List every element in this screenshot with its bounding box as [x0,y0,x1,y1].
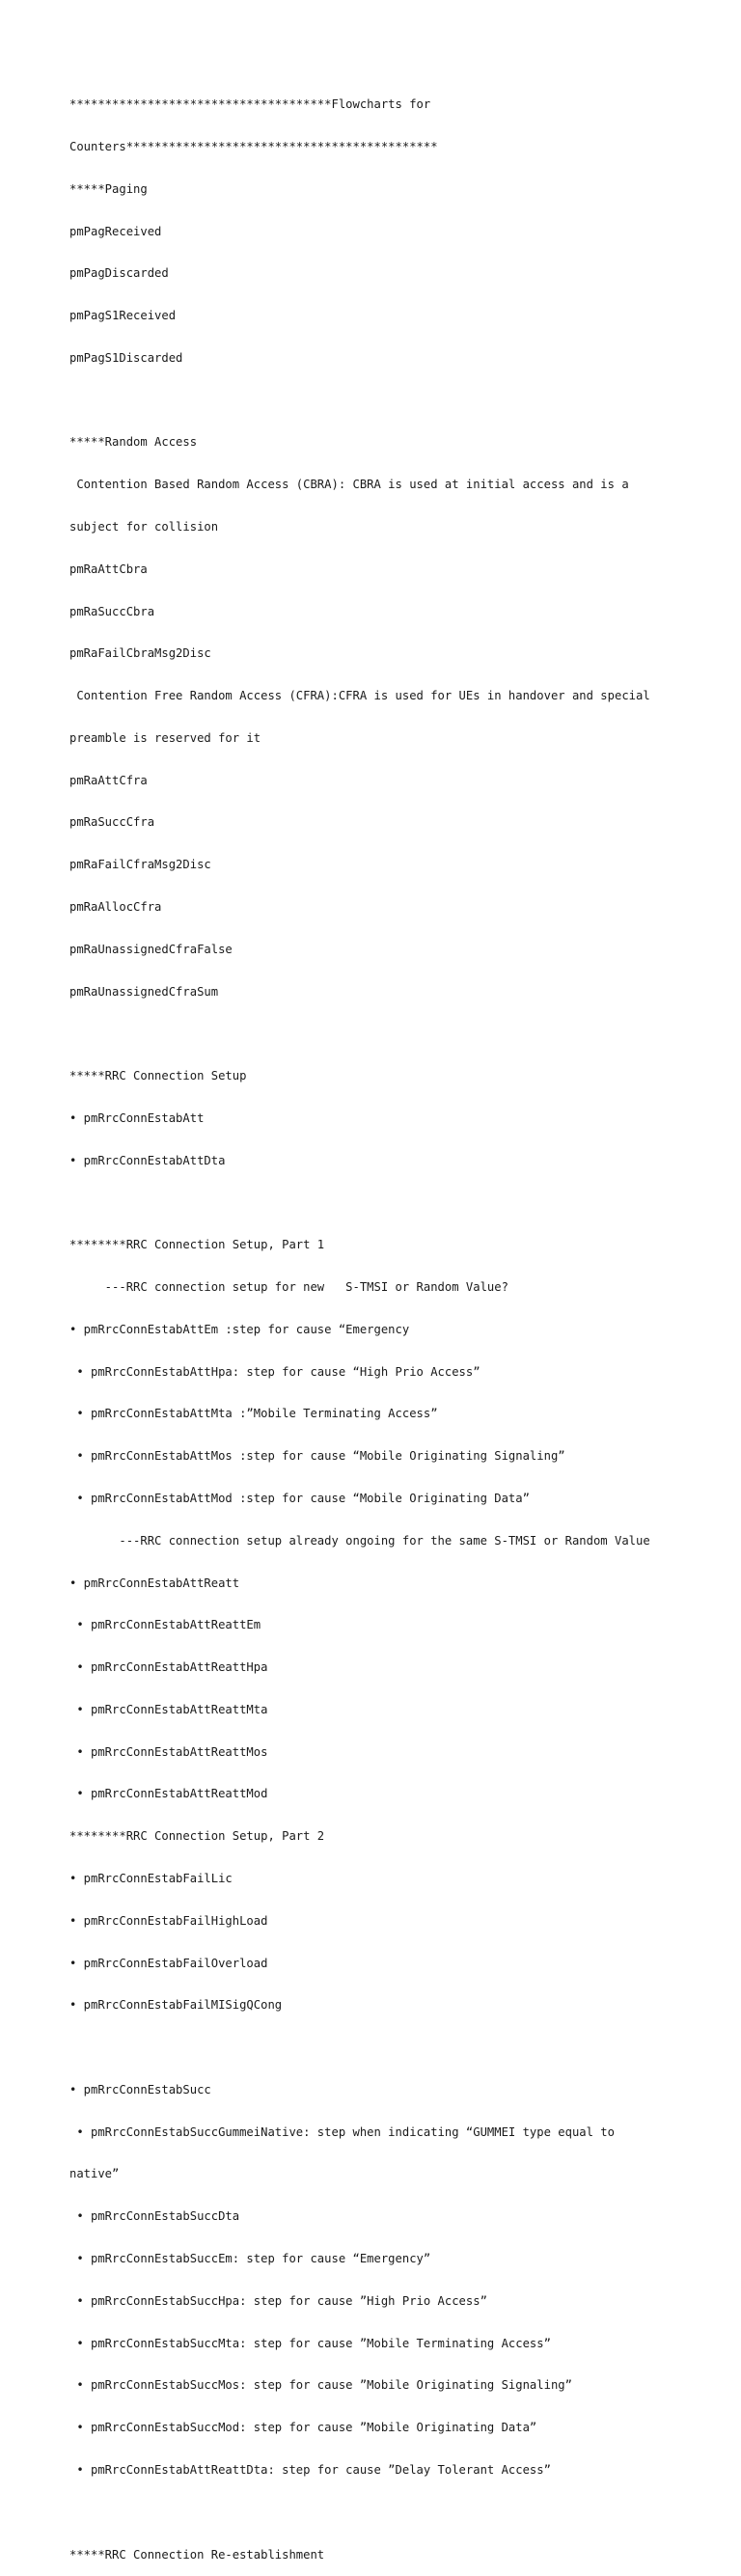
doc-line: • pmRrcConnEstabSuccDta [69,2209,240,2224]
doc-line: • pmRrcConnEstabFailHighLoad [69,1913,268,1928]
doc-line: • pmRrcConnEstabAttReattDta: step for cause ”Delay Tolerant Access” [69,2462,551,2477]
doc-line: • pmRrcConnEstabFailMISigQCong [69,1998,283,2013]
doc-line [69,1196,726,1211]
doc-line: ---RRC connection setup for new S-TMSI or Random Value? [69,1280,508,1295]
doc-line: • pmRrcConnEstabSuccMod: step for cause ”Mobile Originating Data” [69,2421,537,2435]
doc-line: pmPagDiscarded [69,266,169,281]
doc-line: Contention Free Random Access (CFRA):CFRA is used for UEs in handover and special [69,689,650,703]
doc-line: *****RRC Connection Re-establishment [69,2547,325,2562]
doc-line: pmRaFailCfraMsg2Disc [69,858,211,872]
doc-line: ********RRC Connection Setup, Part 1 [69,1238,325,1252]
doc-line: Contention Based Random Access (CBRA): CBRA is used at initial access and is a [69,478,629,492]
doc-line: • pmRrcConnEstabAttReattMod [69,1787,268,1801]
doc-line: pmPagReceived [69,224,162,238]
doc-line: native” [69,2167,120,2181]
doc-line: • pmRrcConnEstabAttReatt [69,1576,240,1590]
doc-line: *************************************Flowcharts for [69,97,431,112]
doc-line: *****Random Access [69,435,198,450]
doc-line: • pmRrcConnEstabSucc [69,2082,211,2096]
doc-line [69,2041,726,2055]
doc-line [69,1027,726,1041]
doc-line: preamble is reserved for it [69,730,261,745]
doc-line: • pmRrcConnEstabSuccHpa: step for cause ”High Prio Access” [69,2293,487,2308]
doc-line [69,2506,726,2520]
doc-line: pmPagS1Received [69,309,177,323]
doc-line: • pmRrcConnEstabSuccMos: step for cause ”Mobile Originating Signaling” [69,2378,572,2393]
doc-line: • pmRrcConnEstabSuccMta: step for cause ”Mobile Terminating Access” [69,2336,551,2350]
doc-line: pmRaSuccCbra [69,604,155,618]
doc-line: • pmRrcConnEstabAttMta :”Mobile Terminating Access” [69,1407,438,1421]
doc-line: • pmRrcConnEstabFailOverload [69,1956,268,1970]
doc-line: • pmRrcConnEstabAttReattEm [69,1618,261,1632]
doc-line [69,394,726,408]
doc-line: • pmRrcConnEstabAttReattMta [69,1702,268,1716]
doc-line: pmRaUnassignedCfraSum [69,984,219,999]
doc-line: • pmRrcConnEstabFailLic [69,1872,233,1885]
doc-line: *****RRC Connection Setup [69,1069,247,1083]
doc-line: • pmRrcConnEstabSuccEm: step for cause “Emergency” [69,2252,431,2266]
doc-line: pmRaAttCbra [69,562,148,576]
doc-line: • pmRrcConnEstabAttReattHpa [69,1660,268,1675]
doc-line: pmRaUnassignedCfraFalse [69,942,233,956]
doc-line: • pmRrcConnEstabAttReattMos [69,1744,268,1759]
doc-line: • pmRrcConnEstabAttMod :step for cause “Mobile Originating Data” [69,1491,530,1505]
doc-line: pmRaFailCbraMsg2Disc [69,646,211,661]
doc-line: *****Paging [69,181,148,196]
doc-line: Counters******************************************** [69,139,438,153]
doc-line: pmRaAttCfra [69,773,148,787]
doc-line: • pmRrcConnEstabAttHpa: step for cause “High Prio Access” [69,1364,480,1379]
doc-line: • pmRrcConnEstabSuccGummeiNative: step when indicating “GUMMEI type equal to [69,2124,615,2139]
doc-line: • pmRrcConnEstabAttMos :step for cause “Mobile Originating Signaling” [69,1449,565,1464]
doc-line: ---RRC connection setup already ongoing for the same S-TMSI or Random Value [69,1533,650,1548]
doc-line: pmPagS1Discarded [69,350,183,365]
doc-line: • pmRrcConnEstabAttEm :step for cause “Emergency [69,1322,410,1336]
doc-line: • pmRrcConnEstabAttDta [69,1153,226,1167]
document-body [69,69,726,2576]
doc-line: subject for collision [69,520,219,534]
doc-line: pmRaSuccCfra [69,815,155,830]
doc-line: • pmRrcConnEstabAtt [69,1110,205,1125]
doc-line: pmRaAllocCfra [69,900,162,915]
doc-line: ********RRC Connection Setup, Part 2 [69,1829,325,1844]
